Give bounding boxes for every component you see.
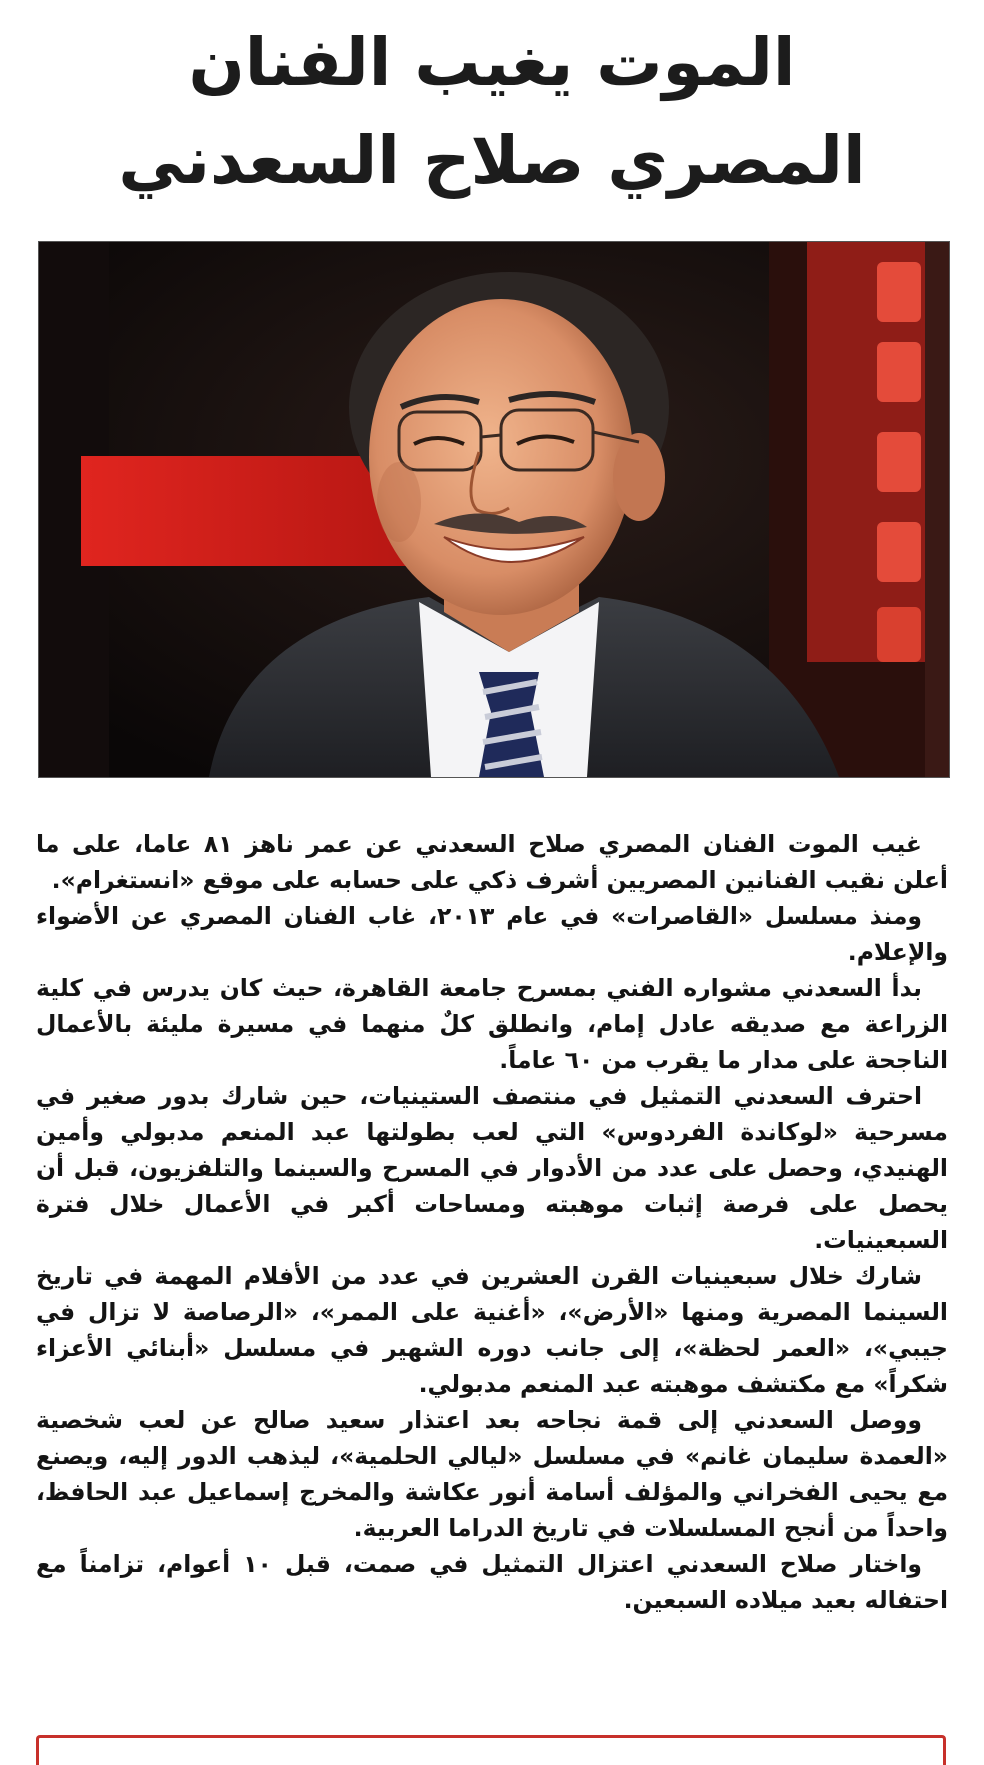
paragraph-5: شارك خلال سبعينيات القرن العشرين في عدد من الأفلام المهمة في تاريخ السينما المصرية ومنها «الأرض»، «أغنية على الممر»، «الرصاصة لا تزال في جيبي»، «العمر لحظة»، إلى جانب دوره الشهير في مسلسل «أبنائي الأعزاء شكراً» مع مكتشف موهبته عبد المنعم مدبولي. [36,1262,948,1398]
headline-line-2: المصري صلاح السعدني [118,122,866,199]
article-photo [38,241,950,778]
article-body [36,826,948,1618]
paragraph-6: ووصل السعدني إلى قمة نجاحه بعد اعتذار سعيد صالح عن لعب شخصية «العمدة سليمان غانم» في مسلسل «ليالي الحلمية»، ليذهب الدور إليه، ويصنع مع يحيى الفخراني والمؤلف أسامة أنور عكاشة والمخرج إسماعيل عبد الحافظ، واحداً من أنجح المسلسلات في تاريخ الدراما العربية. [36,1406,948,1542]
paragraph-2: ومنذ مسلسل «القاصرات» في عام ٢٠١٣، غاب الفنان المصري عن الأضواء والإعلام. [36,902,948,966]
paragraph-3: بدأ السعدني مشواره الفني بمسرح جامعة القاهرة، حيث كان يدرس في كلية الزراعة مع صديقه عادل إمام، وانطلق كلٌ منهما في مسيرة مليئة بالأعمال الناجحة على مدار ما يقرب من ٦٠ عاماً. [36,974,948,1074]
portrait-image [39,242,949,777]
headline-line-1: الموت يغيب الفنان [188,24,796,101]
headline [60,14,924,210]
paragraph-4: احترف السعدني التمثيل في منتصف الستينيات، حين شارك بدور صغير في مسرحية «لوكاندة الفردوس» التي لعب بطولتها عبد المنعم مدبولي وأمين الهنيدي، وحصل على عدد من الأدوار في المسرح والسينما والتلفزيون، قبل أن يحصل على فرصة إثبات موهبته ومساحات أكبر في الأعمال خلال فترة السبعينيات. [36,1082,948,1254]
paragraph-7: واختار صلاح السعدني اعتزال التمثيل في صمت، قبل ١٠ أعوام، تزامناً مع احتفاله بعيد ميلاده السبعين. [36,1550,948,1614]
paragraph-1: غيب الموت الفنان المصري صلاح السعدني عن عمر ناهز ٨١ عاما، على ما أعلن نقيب الفنانين المصريين أشرف ذكي على حسابه على موقع «انستغرام». [36,830,948,894]
bottom-frame-border [36,1735,946,1765]
